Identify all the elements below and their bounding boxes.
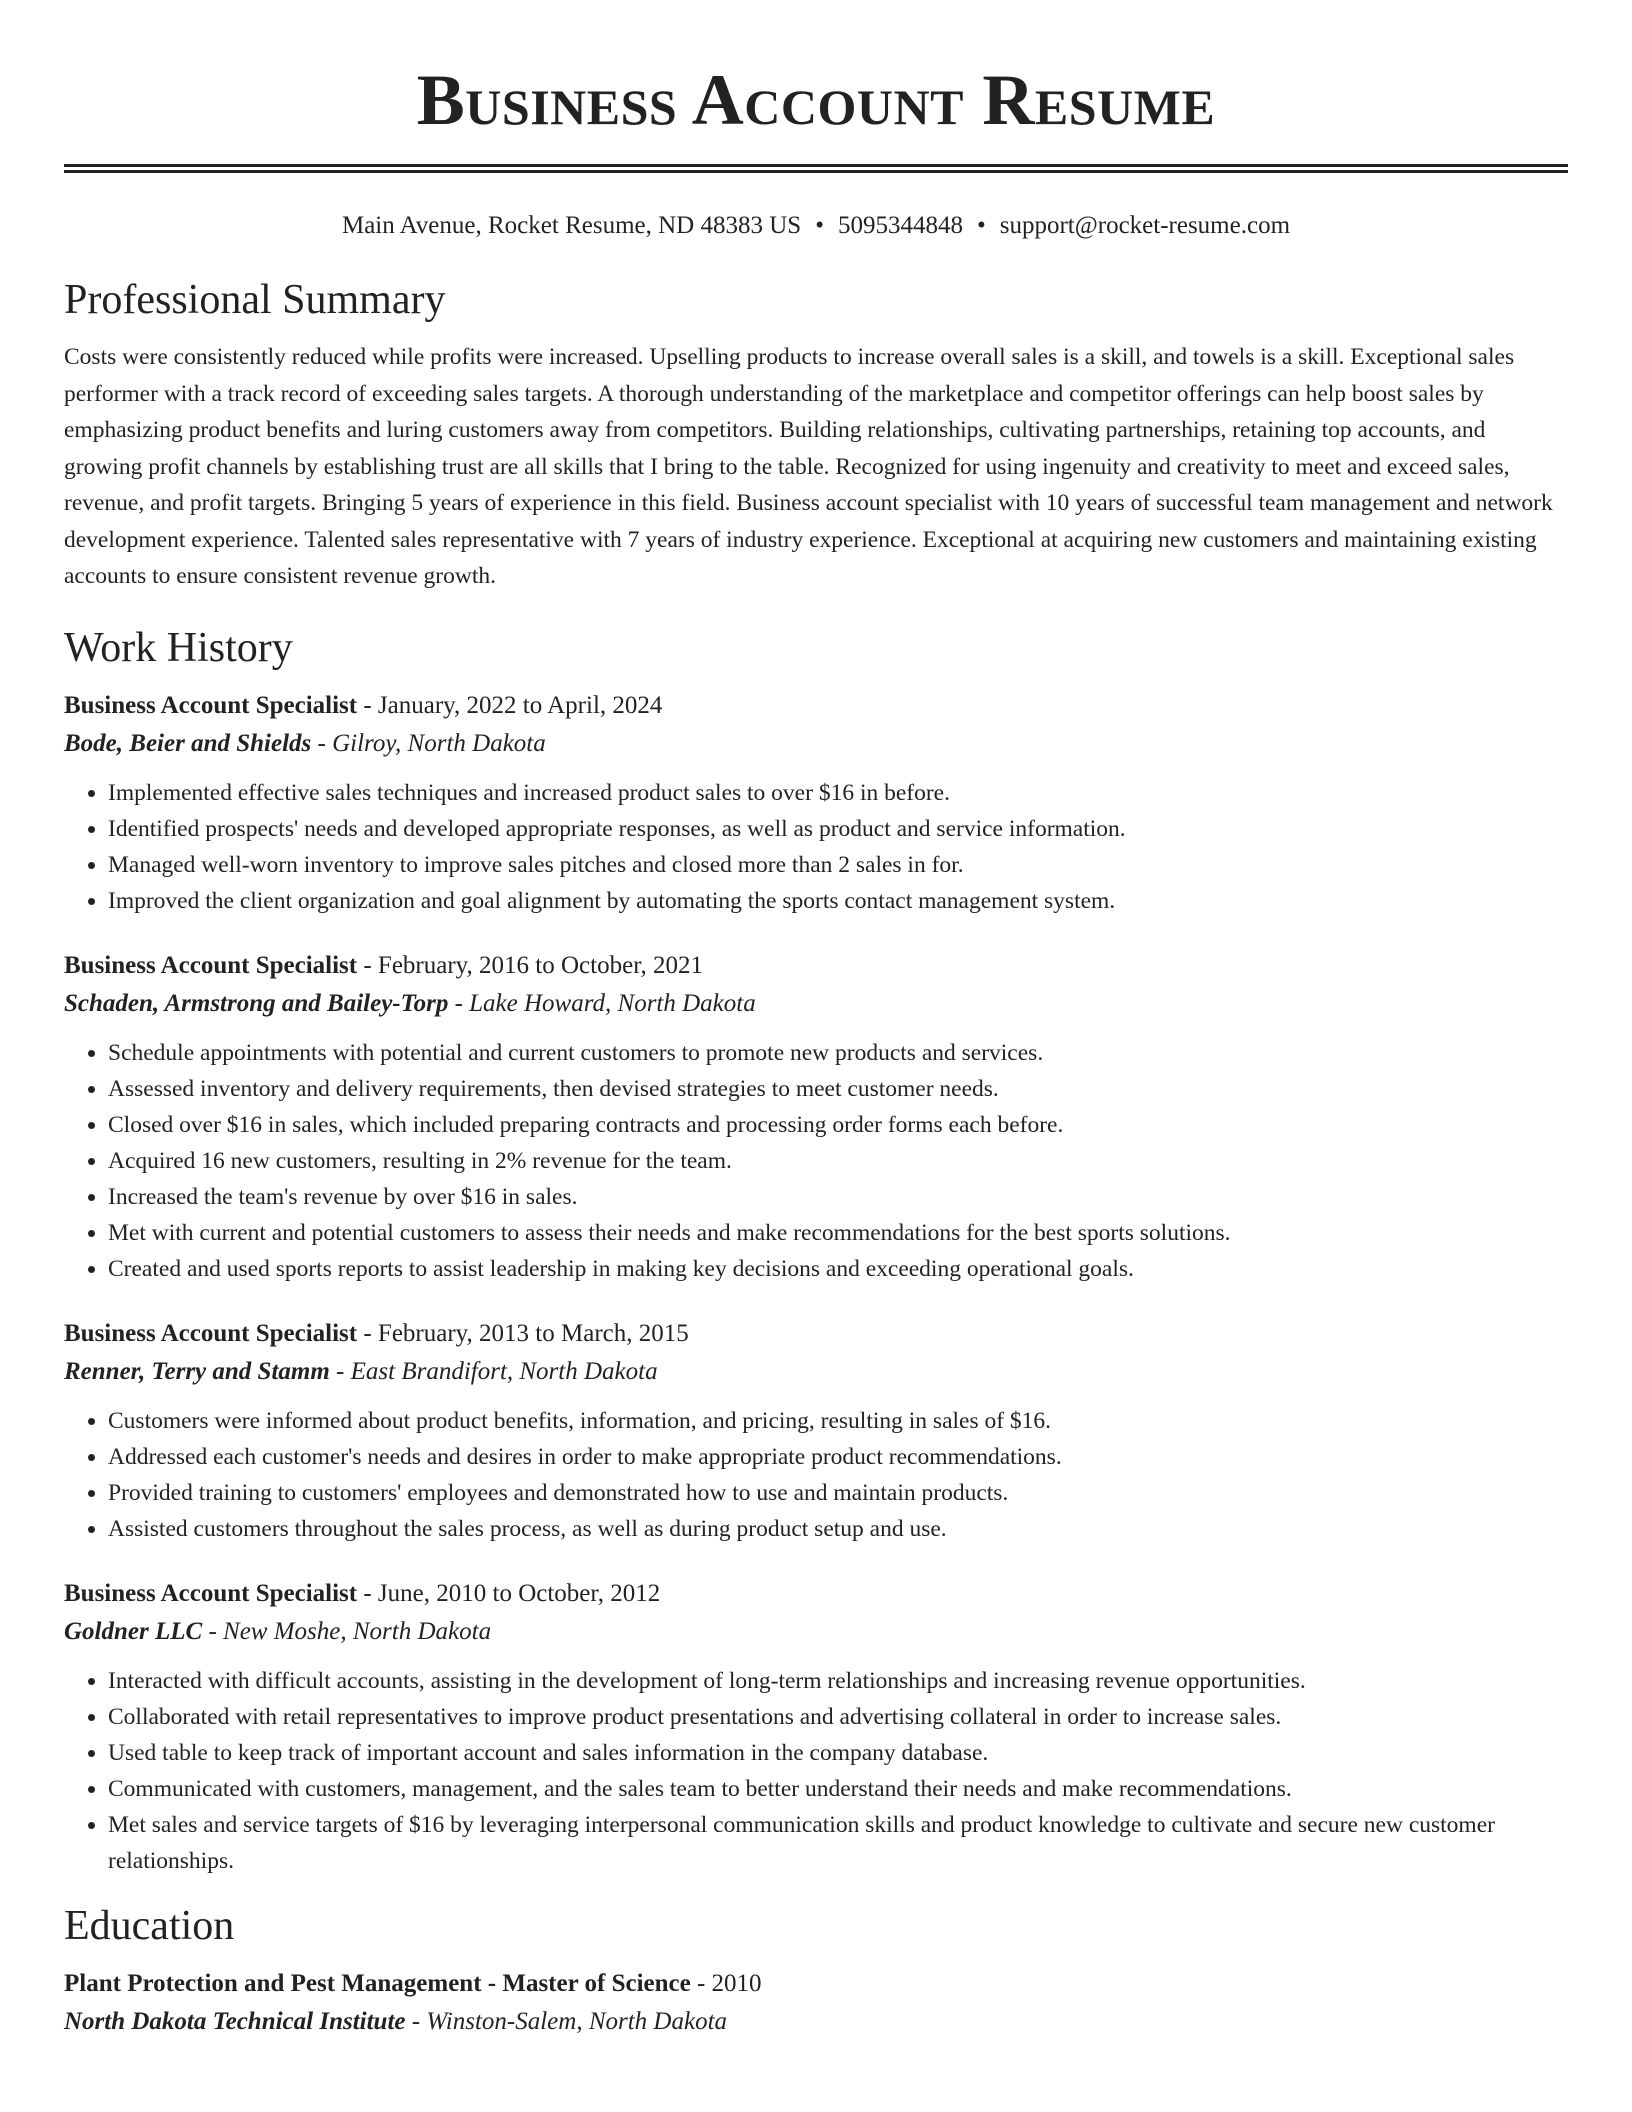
job-bullet: • Identified prospects' needs and developed appropriate responses, as well as product and service information. [108,811,1568,847]
company-name: Schaden, Armstrong and Bailey-Torp [64,989,449,1017]
contact-separator: • [976,212,986,239]
contact-separator: • [815,212,824,239]
company-line [64,725,1568,763]
job-bullet: • Met sales and service targets of $16 by leveraging interpersonal communication skills and product knowledge to cultivate and secure new customer relationships. [108,1807,1568,1879]
education-entry [64,1965,1568,2041]
school-location: - Winston-Salem, North Dakota [405,2007,728,2035]
job-bullet: • Addressed each customer's needs and desires in order to make appropriate product recommendations. [108,1439,1568,1475]
school-name: North Dakota Technical Institute [64,2007,406,2035]
company-name: Bode, Beier and Shields [64,729,312,757]
degree-year: - 2010 [690,1969,762,1997]
job-bullet: • Schedule appointments with potential and current customers to promote new products and services. [108,1035,1568,1071]
summary-text: Costs were consistently reduced while profits were increased. Upselling products to increase overall sales is a skill, and towels is a skill. Exceptional sales performer with a track record of exceeding sales targets. A thorough understanding of the marketplace and competitor offerings can help boost sales by emphasizing product benefits and luring customers away from competitors. Building relationships, cultivating partnerships, retaining top accounts, and growing profit channels by establishing trust are all skills that I bring to the table. Recognized for using ingenuity and creativity to meet and exceed sales, revenue, and profit targets. Bringing 5 years of experience in this field. Business account specialist with 10 years of successful team management and network development experience. Talented sales representative with 7 years of industry experience. Exceptional at acquiring new customers and maintaining existing accounts to ensure consistent revenue growth. [64,344,1553,589]
job-bullet: • Provided training to customers' employees and demonstrated how to use and maintain products. [108,1475,1568,1511]
job-title-line [64,1575,1568,1613]
company-location: - Lake Howard, North Dakota [448,989,756,1017]
job-bullets [64,1035,1568,1287]
job-bullet: • Communicated with customers, management, and the sales team to better understand their needs and make recommendations. [108,1771,1568,1807]
title-divider [64,164,1568,173]
job-bullet: • Collaborated with retail representatives to improve product presentations and advertising collateral in order to increase sales. [108,1699,1568,1735]
job-title: Business Account Specialist [64,951,358,979]
job-bullet: • Implemented effective sales techniques and increased product sales to over $16 in before. [108,775,1568,811]
job-dates: - February, 2016 to October, 2021 [357,951,704,979]
job-title: Business Account Specialist [64,1319,358,1347]
company-name: Renner, Terry and Stamm [64,1357,330,1385]
company-line [64,1353,1568,1391]
company-location: - New Moshe, North Dakota [202,1617,492,1645]
job-bullet: • Increased the team's revenue by over $16 in sales. [108,1179,1568,1215]
work-history-heading: Work History [64,624,293,671]
job-bullet: • Interacted with difficult accounts, assisting in the development of long-term relationships and increasing revenue opportunities. [108,1663,1568,1699]
job-entry [64,947,1568,1287]
school-line [64,2003,1568,2041]
job-entry [64,1315,1568,1547]
job-dates: - January, 2022 to April, 2024 [357,691,663,719]
job-bullets [64,1403,1568,1547]
job-bullet: • Acquired 16 new customers, resulting in 2% revenue for the team. [108,1143,1568,1179]
work-history-list [64,687,1568,1879]
job-title-line [64,1315,1568,1353]
company-name: Goldner LLC [64,1617,203,1645]
contact-phone: 5095344848 [837,212,963,239]
job-title: Business Account Specialist [64,1579,358,1607]
job-bullet: • Used table to keep track of important account and sales information in the company database. [108,1735,1568,1771]
job-dates: - February, 2013 to March, 2015 [357,1319,689,1347]
summary-heading: Professional Summary [64,277,446,323]
job-title: Business Account Specialist [64,691,358,719]
contact-address: Main Avenue, Rocket Resume, ND 48383 US [341,212,802,239]
job-bullet: • Assessed inventory and delivery requirements, then devised strategies to meet customer needs. [108,1071,1568,1107]
job-bullet: • Met with current and potential customers to assess their needs and make recommendations for the best sports solutions. [108,1215,1568,1251]
job-bullet: • Closed over $16 in sales, which included preparing contracts and processing order forms each before. [108,1107,1568,1143]
job-bullets [64,775,1568,919]
job-bullet: • Customers were informed about product benefits, information, and pricing, resulting in sales of $16. [108,1403,1568,1439]
contact-email: support@rocket-resume.com [999,212,1291,239]
degree-name: Plant Protection and Pest Management - Master of Science [64,1969,691,1997]
job-bullet: • Improved the client organization and goal alignment by automating the sports contact management system. [108,883,1568,919]
company-location: - East Brandifort, North Dakota [329,1357,658,1385]
job-title-line [64,947,1568,985]
company-location: - Gilroy, North Dakota [311,729,546,757]
job-bullet: • Managed well-worn inventory to improve sales pitches and closed more than 2 sales in for. [108,847,1568,883]
degree-line [64,1965,1568,2003]
job-entry [64,687,1568,919]
contact-line [64,209,1568,243]
job-bullets [64,1663,1568,1879]
page-title: Business Account Resume [416,60,1216,140]
company-line [64,985,1568,1023]
job-bullet: • Created and used sports reports to assist leadership in making key decisions and exceeding operational goals. [108,1251,1568,1287]
job-bullet: • Assisted customers throughout the sales process, as well as during product setup and use. [108,1511,1568,1547]
job-dates: - June, 2010 to October, 2012 [357,1579,661,1607]
company-line [64,1613,1568,1651]
education-heading: Education [64,1902,235,1949]
job-entry [64,1575,1568,1879]
job-title-line [64,687,1568,725]
